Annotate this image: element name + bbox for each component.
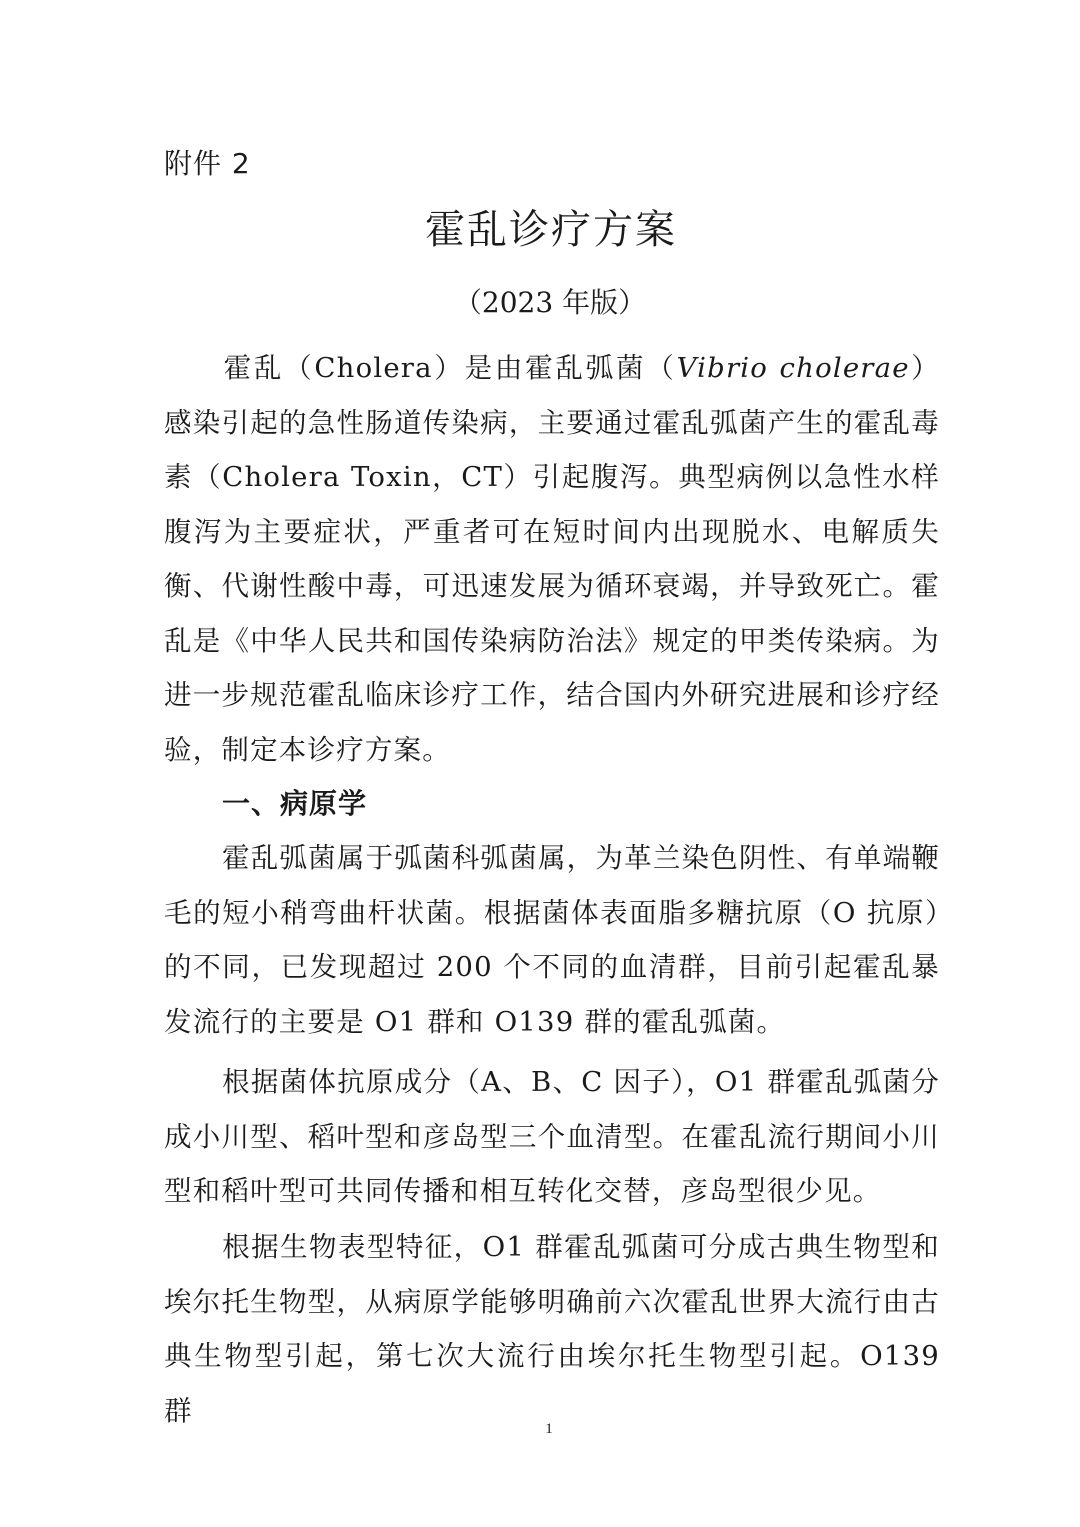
page-title: 霍乱诊疗方案 (425, 207, 677, 253)
attachment-label: 附件 2 (164, 147, 251, 180)
pathogen-paragraph-2-text: 根据菌体抗原成分（A、B、C 因子），O1 群霍乱弧菌分成小川型、稻叶型和彦岛型三个血清型。在霍乱流行期间小川型和稻叶型可共同传播和相互转化交替，彦岛型很少见。 (164, 1066, 940, 1207)
pathogen-paragraph-3 (164, 1220, 940, 1438)
pathogen-paragraph-1-text: 霍乱弧菌属于弧菌科弧菌属，为革兰染色阴性、有单端鞭毛的短小稍弯曲杆状菌。根据菌体表面脂多糖抗原（O 抗原）的不同，已发现超过 200 个不同的血清群，目前引起霍乱暴发流行的主要是 O1 群和 O139 群的霍乱弧菌。 (164, 842, 940, 1038)
pathogen-paragraph-2 (164, 1055, 940, 1219)
edition-subtitle: （2023 年版） (453, 286, 647, 319)
latin-species-name: Vibrio cholerae (676, 352, 910, 384)
section-heading-pathogen: 一、病原学 (222, 787, 368, 820)
pathogen-paragraph-1 (164, 831, 940, 1049)
page-number: 1 (545, 1421, 553, 1437)
intro-paragraph (164, 341, 940, 777)
pathogen-paragraph-3-text: 根据生物表型特征，O1 群霍乱弧菌可分成古典生物型和埃尔托生物型，从病原学能够明确前六次霍乱世界大流行由古典生物型引起，第七次大流行由埃尔托生物型引起。O139 群 (164, 1231, 940, 1427)
intro-text-part-1: 霍乱（Cholera）是由霍乱弧菌（ (222, 352, 677, 384)
intro-text-part-2: ）感染引起的急性肠道传染病，主要通过霍乱弧菌产生的霍乱毒素（Cholera Toxin，CT）引起腹泻。典型病例以急性水样腹泻为主要症状，严重者可在短时间内出现脱水、电解质失衡、代谢性酸中毒，可迅速发展为循环衰竭，并导致死亡。霍乱是《中华人民共和国传染病防治法》规定的甲类传染病。为进一步规范霍乱临床诊疗工作，结合国内外研究进展和诊疗经验，制定本诊疗方案。 (164, 352, 940, 766)
